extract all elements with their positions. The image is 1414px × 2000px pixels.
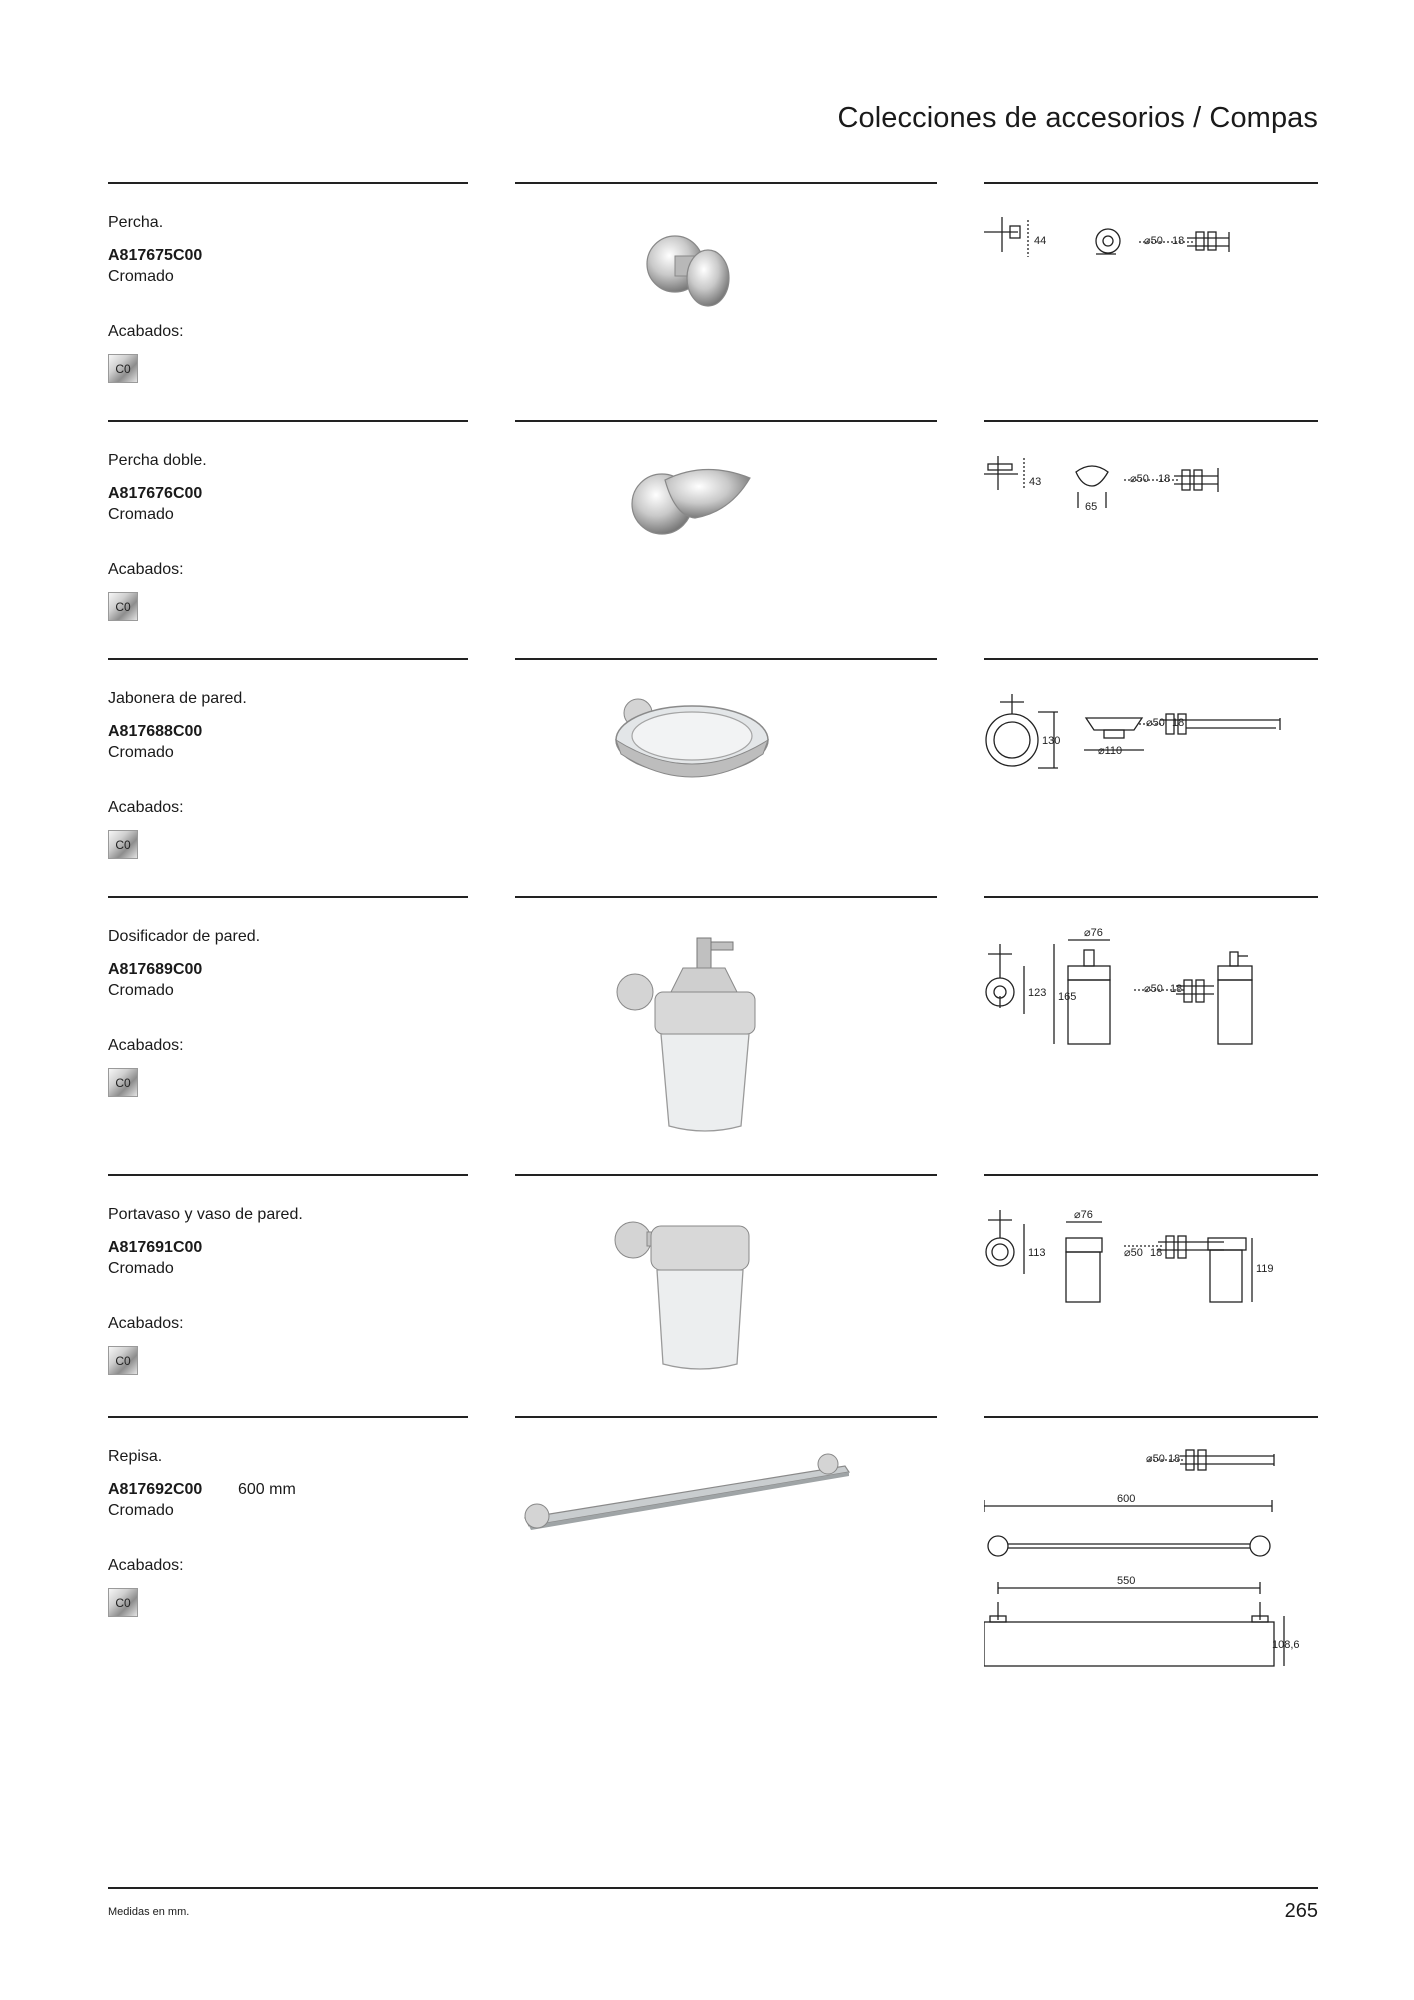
finishes-label: Acabados:: [108, 799, 184, 816]
dimension-label: 18: [1170, 983, 1183, 995]
product-name: Jabonera de pared.: [108, 690, 247, 707]
technical-drawing: [984, 182, 1318, 402]
dimension-label: ⌀50: [1144, 235, 1163, 247]
dimension-label: 108,6: [1272, 1639, 1300, 1651]
product-code: A817676C00: [108, 485, 203, 502]
dimension-label: 130: [1042, 735, 1061, 747]
dimension-label: 113: [1028, 1247, 1046, 1259]
product-finish: Cromado: [108, 506, 174, 523]
row-divider: [108, 1416, 468, 1418]
product-name: Repisa.: [108, 1448, 163, 1465]
finish-swatch-chrome[interactable]: C0: [108, 830, 138, 859]
product-photo-tumbler-holder: [515, 1174, 937, 1394]
row-divider: [108, 182, 468, 184]
technical-drawing: [984, 420, 1318, 640]
product-photo-soap-dish: [515, 658, 937, 878]
row-divider: [108, 658, 468, 660]
product-finish: Cromado: [108, 268, 174, 285]
footnote: Medidas en mm.: [108, 1906, 190, 1918]
dimension-label: ⌀50: [1146, 717, 1165, 729]
finish-swatch-chrome[interactable]: C0: [108, 354, 138, 383]
dimension-label: 123: [1028, 987, 1047, 999]
dimension-label: 65: [1085, 501, 1098, 513]
dimension-label: 18: [1172, 717, 1185, 729]
product-photo-double-hook: [515, 420, 937, 640]
dimension-label: ⌀110: [1098, 745, 1123, 757]
dimension-label: 600: [1117, 1493, 1136, 1505]
footer-divider: [108, 1887, 1318, 1889]
row-divider: [108, 896, 468, 898]
finishes-label: Acabados:: [108, 323, 184, 340]
dimension-label: 119: [1256, 1263, 1274, 1275]
dimension-label: 165: [1058, 991, 1077, 1003]
product-code: A817691C00: [108, 1239, 203, 1256]
product-name: Portavaso y vaso de pared.: [108, 1206, 303, 1223]
product-name: Percha.: [108, 214, 164, 231]
finish-swatch-chrome[interactable]: C0: [108, 1346, 138, 1375]
finishes-label: Acabados:: [108, 1037, 184, 1054]
dimension-label: ⌀76: [1084, 927, 1103, 939]
product-name: Percha doble.: [108, 452, 207, 469]
product-photo-robe-hook: [515, 182, 937, 402]
dimension-label: ⌀50: [1146, 1453, 1165, 1465]
product-finish: Cromado: [108, 744, 174, 761]
dimension-label: 18: [1158, 473, 1171, 485]
product-finish: Cromado: [108, 982, 174, 999]
finishes-label: Acabados:: [108, 1315, 184, 1332]
product-code: A817692C00: [108, 1481, 203, 1498]
dimension-label: 18: [1172, 235, 1185, 247]
dimension-label: 43: [1029, 476, 1042, 488]
product-photo-glass-shelf: [515, 1416, 937, 1676]
page-title: Colecciones de accesorios / Compas: [837, 102, 1318, 134]
dimension-label: 18: [1150, 1247, 1163, 1259]
product-code: A817689C00: [108, 961, 203, 978]
technical-drawing: [984, 658, 1318, 878]
product-size: 600 mm: [238, 1481, 296, 1498]
finishes-label: Acabados:: [108, 1557, 184, 1574]
technical-drawing: [984, 896, 1318, 1146]
product-code: A817688C00: [108, 723, 203, 740]
dimension-label: 44: [1034, 235, 1047, 247]
dimension-label: ⌀50: [1124, 1247, 1143, 1259]
product-finish: Cromado: [108, 1502, 174, 1519]
technical-drawing: [984, 1174, 1318, 1394]
dimension-label: ⌀50: [1144, 983, 1163, 995]
dimension-label: ⌀50: [1130, 473, 1149, 485]
finishes-label: Acabados:: [108, 561, 184, 578]
row-divider: [108, 420, 468, 422]
dimension-label: ⌀76: [1074, 1209, 1093, 1221]
finish-swatch-chrome[interactable]: C0: [108, 592, 138, 621]
finish-swatch-chrome[interactable]: C0: [108, 1588, 138, 1617]
finish-swatch-chrome[interactable]: C0: [108, 1068, 138, 1097]
dimension-label: 18: [1168, 1453, 1181, 1465]
product-photo-soap-dispenser: [515, 896, 937, 1146]
page-number: 265: [1284, 1900, 1318, 1922]
product-name: Dosificador de pared.: [108, 928, 261, 945]
dimension-label: 550: [1117, 1575, 1136, 1587]
product-code: A817675C00: [108, 247, 203, 264]
row-divider: [108, 1174, 468, 1176]
product-finish: Cromado: [108, 1260, 174, 1277]
technical-drawing: [984, 1416, 1318, 1676]
